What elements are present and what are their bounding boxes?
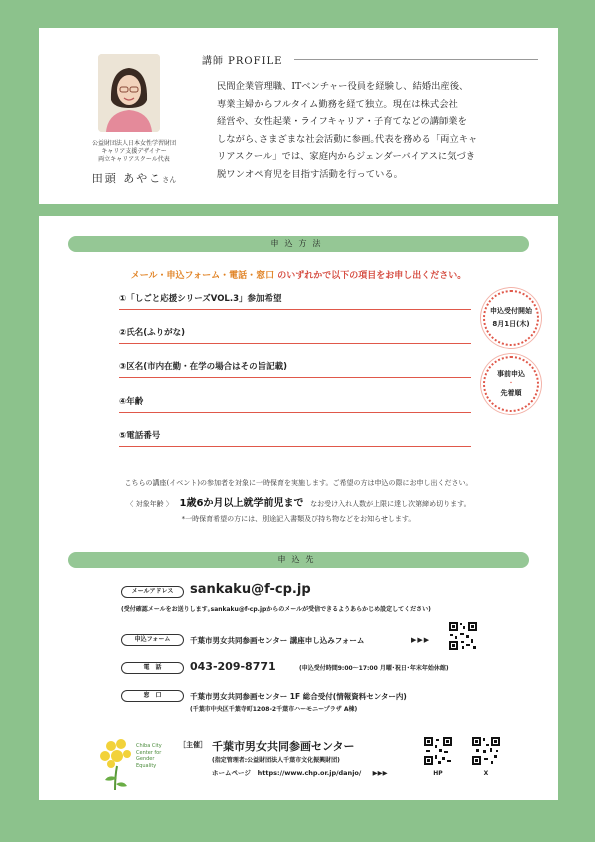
lecturer-name: [59, 170, 209, 186]
badge-dot: ・: [507, 380, 514, 387]
profile-title-rule: [294, 59, 538, 60]
target-age-value: 1歳6か月以上就学前児まで: [179, 498, 304, 509]
apply-methods-list: メール・申込フォーム・電話・窓口: [130, 271, 275, 281]
counter-address: (千葉市中央区千葉寺町1208-2千葉市ハーモニープラザ A棟): [190, 706, 358, 713]
target-age-label: 〈 対象年齢 〉: [126, 500, 173, 508]
affiliation-line: 公益財団法人日本女性学習財団: [91, 140, 176, 147]
application-form-link[interactable]: 千葉市男女共同参画センター 講座申し込みフォーム: [190, 636, 365, 645]
capacity-note: なお受け入れ人数が上限に達し次第締め切ります。: [310, 500, 471, 508]
childcare-note: *一時保育希望の方には、別途記入書類及び持ち物などをお知らせします。: [181, 515, 416, 523]
apply-method-lead: [39, 268, 558, 281]
homepage-url[interactable]: https://www.chp.or.jp/danjo/: [257, 769, 362, 777]
logo-line: Center for: [136, 749, 162, 756]
childcare-notice: こちらの講座(イベント)の参加者を対象に一時保育を実施します。ご希望の方は申込の際にお申し出ください。: [124, 479, 473, 487]
badge-date: 8月1日(木): [492, 320, 530, 328]
lecturer-photo: [98, 54, 160, 132]
homepage-arrows: ▶▶▶: [372, 769, 388, 777]
childcare-target: [39, 494, 558, 509]
x-qr-code[interactable]: [471, 736, 501, 766]
phone-number[interactable]: 043-209-8771: [190, 660, 276, 673]
apply-lead-text: のいずれかで以下の項目をお申し出ください。: [274, 271, 467, 281]
logo-wordmark: [136, 743, 162, 769]
affiliation-line: 両立キャリアスクール代表: [98, 156, 170, 163]
homepage-label: ホームページ: [212, 769, 251, 777]
qr-hp-label: HP: [433, 770, 443, 777]
organizer-name: 千葉市男女共同参画センター: [212, 740, 355, 753]
badge-line: 申込受付開始: [490, 307, 532, 315]
phone-hours: (申込受付時間9:00〜17:00 月曜･祝日･年末年始休館): [299, 665, 449, 672]
name-text: 田頭 あやこ: [91, 172, 163, 185]
application-start-badge: [483, 290, 539, 346]
form-arrows: ▶▶▶: [411, 636, 431, 644]
homepage-row: [212, 768, 388, 777]
required-item-3: ③区名(市内在勤・在学の場合はその旨記載): [119, 360, 471, 378]
form-qr-code[interactable]: [448, 621, 478, 651]
bio-line: 脱ワンオペ育児を目指す活動を行っている。: [217, 168, 403, 180]
badge-line: 事前申込: [497, 370, 525, 378]
qr-x-label: X: [483, 770, 489, 777]
application-panel: [39, 216, 558, 800]
affiliation-line: キャリア支援デザイナー: [101, 148, 167, 155]
bio-line: しながら､さまざまな社会活動に参画｡代表を務める「両立キャ: [217, 133, 478, 145]
name-suffix: さん: [162, 176, 177, 184]
profile-title: 講師 PROFILE: [202, 56, 283, 67]
form-label: 申込フォーム: [121, 634, 184, 646]
phone-label: 電 話: [121, 662, 184, 674]
required-item-5: ⑤電話番号: [119, 429, 471, 447]
counter-label: 窓 口: [121, 690, 184, 702]
email-label: メールアドレス: [121, 586, 184, 598]
logo-line: Equality: [136, 762, 157, 769]
homepage-qr-code[interactable]: [423, 736, 453, 766]
lecturer-bio: [217, 78, 513, 183]
bio-line: 経営や、女性起業・ライフキャリア・子育てなどの講師業を: [217, 116, 467, 127]
logo-line: Gender: [136, 756, 155, 762]
contact-heading: 申込先: [68, 552, 529, 568]
email-address[interactable]: sankaku@f-cp.jp: [190, 582, 311, 597]
counter-location: 千葉市男女共同参画センター 1F 総合受付(情報資料センター内): [190, 692, 407, 701]
email-note: (受付確認メールをお送りします｡sankaku@f-cp.jpからのメールが受信できるようあらかじめ設定してください): [121, 606, 431, 613]
required-item-4: ④年齢: [119, 395, 471, 413]
bio-line: リアスクール」では、家庭内からジェンダーバイアスに気づき: [217, 151, 476, 162]
organizer-label: ［主催］: [179, 741, 207, 749]
first-come-badge: [483, 356, 539, 412]
required-item-2: ②氏名(ふりがな): [119, 326, 471, 344]
bio-line: 専業主婦からフルタイム勤務を経て独立。現在は株式会社: [217, 98, 458, 110]
badge-line: 先着順: [500, 389, 522, 397]
profile-panel: [39, 28, 558, 204]
apply-method-heading: 申込方法: [68, 236, 529, 252]
required-item-1: ①「しごと応援シリーズVOL.3」参加希望: [119, 292, 471, 310]
bio-line: 民間企業管理職、ITベンチャー役員を経験し、結婚出産後、: [217, 81, 469, 92]
organizer-manager: (指定管理者:公益財団法人千葉市文化振興財団): [212, 757, 340, 764]
logo-line: Chiba City: [136, 743, 162, 749]
lecturer-affiliation: [59, 140, 209, 164]
